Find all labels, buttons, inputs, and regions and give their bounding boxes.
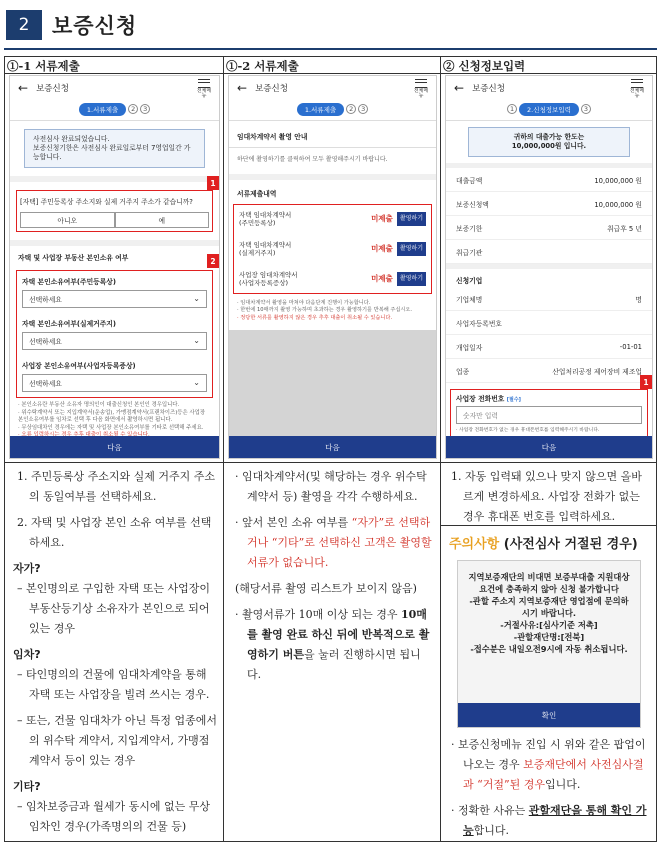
info-label: 보증기한 <box>456 224 483 233</box>
business-phone-note: · 사업장 전화번호가 없는 경우 휴대폰번호를 입력해주시기 바랍니다. <box>456 428 600 433</box>
back-arrow-icon[interactable]: ← <box>454 81 465 95</box>
required-tag: [필수] <box>506 397 521 403</box>
lease-description-2: – 또는, 건물 임대차가 아닌 특정 업종에서의 위수탁 계약서, 지입계약서, 가맹점계약서 등이 있는 경우 <box>17 714 217 767</box>
step-active: 1.서류제출 <box>79 103 126 116</box>
business-phone-input[interactable]: 숫자만 입력 <box>456 406 642 424</box>
column-divider <box>223 57 224 841</box>
info-label: 대출금액 <box>456 176 483 185</box>
row-divider <box>5 462 656 463</box>
business-ownership-select[interactable]: 선택하세요 ⌄ <box>22 374 207 392</box>
popup-message: 지역보증재단의 비대면 보증부대출 지원대상 요건에 충족하지 않아 신청 불가합니다 -관할 주소지 지역보증재단 영업점에 문의하시기 바랍니다. -거절사유:[심사기준 저촉] -관할재단명:[전북] -접수분은 내일오전9시에 자동 취소됩니다. <box>468 572 630 654</box>
chevron-down-icon: ⌄ <box>193 294 200 303</box>
step-1: 1 <box>507 104 517 114</box>
rejection-popup <box>457 560 641 728</box>
document-status: 미제출 <box>371 213 393 223</box>
ownership-section-title: 자택 및 사업장 부동산 본인소유 여부 <box>18 254 129 262</box>
info-label: 보증신청액 <box>456 200 489 209</box>
badge-1: 1 <box>207 176 219 190</box>
chevron-down-icon: ⌄ <box>193 336 200 345</box>
business-phone-field <box>450 377 649 437</box>
next-button[interactable]: 다음 <box>10 436 219 458</box>
phone-screen-document-submit-1 <box>9 75 220 459</box>
address-question <box>16 178 216 232</box>
column-3-instructions <box>447 467 651 533</box>
document-name: 자택 임대차계약서 (주민등록상) <box>239 210 292 227</box>
highlight-box <box>233 204 432 294</box>
info-value: 10,000,000 원 <box>594 200 642 209</box>
info-value: -01-01 <box>619 342 642 351</box>
info-value: 명 <box>635 295 642 304</box>
app-header <box>229 76 436 100</box>
info-row <box>446 240 652 264</box>
info-label: 개업일자 <box>456 343 483 352</box>
highlight-box-1 <box>16 190 213 232</box>
column-2-instructions <box>231 467 434 691</box>
capture-button[interactable]: 촬영하기 <box>397 212 426 226</box>
section-header <box>4 4 657 46</box>
title-divider <box>4 48 657 50</box>
back-arrow-icon[interactable]: ← <box>237 81 248 95</box>
warning-note: · 정당한 서류를 촬영하지 않은 경우 추후 대출이 취소될 수 있습니다. <box>237 314 393 321</box>
other-description: – 임차보증금과 월세가 동시에 없는 무상임차인 경우(가족명의의 건물 등) <box>17 800 210 833</box>
info-label: 기업체명 <box>456 295 483 304</box>
business-ownership-label: 사업장 본인소유여부(사업자등록증상) <box>22 362 136 370</box>
business-phone-label: 사업장 전화번호 <box>456 395 505 403</box>
empty-area <box>229 330 436 438</box>
info-row <box>446 168 652 192</box>
info-row <box>446 192 652 216</box>
other-heading: 기타? <box>13 780 41 793</box>
app-header <box>446 76 652 100</box>
instruction-capture: · 임대차계약서(및 해당하는 경우 위수탁계약서 등) 촬영을 각각 수행하세요. <box>235 470 427 503</box>
badge-1: 1 <box>640 375 652 389</box>
lease-heading: 임차? <box>13 648 41 661</box>
popup-confirm-button[interactable]: 확인 <box>458 703 640 727</box>
step-active: 2.신청정보입력 <box>519 103 579 116</box>
step-3: 3 <box>140 104 150 114</box>
loan-limit-box: 귀하의 대출가능 한도는 10,000,000원 입니다. <box>468 127 630 157</box>
chevron-down-icon: ⌄ <box>193 378 200 387</box>
document-list <box>233 204 432 294</box>
step-indicator <box>10 100 219 118</box>
notice-title: 주의사항 (사전심사 거절된 경우) <box>449 537 638 552</box>
info-value: 산업처리공정 제어장비 제조업 <box>552 367 642 376</box>
home-ownership-actual-select[interactable]: 선택하세요 ⌄ <box>22 332 207 350</box>
step-3: 3 <box>358 104 368 114</box>
rejection-explanation: · 보증신청메뉴 진입 시 위와 같은 팝업이 나오는 경우 보증재단에서 사전심사결과 “거절”된 경우입니다. <box>451 738 646 791</box>
column-1-instructions <box>13 467 217 843</box>
capture-button[interactable]: 촬영하기 <box>397 272 426 286</box>
document-name: 사업장 임대차계약서 (사업자등록증상) <box>239 270 298 287</box>
note-item: · 임대차계약서 촬영을 마쳐야 다음단계 진행이 가능합니다. <box>237 299 371 306</box>
step-indicator <box>446 100 652 118</box>
info-row <box>446 359 652 383</box>
instruction-note: (해당서류 촬영 리스트가 보이지 않음) <box>235 582 417 595</box>
address-question-text: [자택] 주민등록상 주소지와 실제 거주지 주소가 같습니까? <box>20 198 193 206</box>
answer-no-button[interactable]: 아니오 <box>20 212 115 228</box>
answer-yes-button[interactable]: 예 <box>115 212 210 228</box>
instruction-2: 2. 자택 및 사업장 본인 소유 여부를 선택하세요. <box>17 516 212 549</box>
menu-icon[interactable]: 전체메뉴 <box>412 79 430 99</box>
info-value: 10,000,000 원 <box>594 176 642 185</box>
next-button[interactable]: 다음 <box>446 436 652 458</box>
note-item: · 무상임대차인 경우에는 자택 및 사업장 본인소유여부를 기타로 선택해 주세요. <box>18 424 204 431</box>
instruction-repeat: · 촬영서류가 10매 이상 되는 경우 10매를 촬영 완료 하신 뒤에 반복적으로 촬영하기 버튼을 눌러 진행하시면 됩니다. <box>235 608 430 681</box>
back-arrow-icon[interactable]: ← <box>18 81 29 95</box>
guide-table <box>4 56 657 842</box>
home-ownership-resident-select[interactable]: 선택하세요 ⌄ <box>22 290 207 308</box>
instruction-phone: 1. 자동 입력돼 있으나 맞지 않으면 올바르게 변경하세요. 사업장 전화가 없는 경우 휴대폰 번호를 입력하세요. <box>451 470 642 523</box>
phone-screen-application-info <box>445 75 653 459</box>
column-3-notes <box>447 735 651 846</box>
info-row <box>446 335 652 359</box>
owned-description: – 본인명의로 구입한 자택 또는 사업장이 부동산등기상 소유자가 본인으로 되어 있는 경우 <box>17 582 210 635</box>
info-label: 업종 <box>456 367 470 376</box>
info-label: 사업자등록번호 <box>456 319 502 328</box>
home-ownership-actual-label: 자택 본인소유여부(실제거주지) <box>22 320 116 328</box>
badge-2: 2 <box>207 254 219 268</box>
note-item: · 한번에 10매까지 촬영 가능하며 초과하는 경우 촬영하기를 반복해 주십시오. <box>237 307 413 314</box>
info-box: 사전심사 완료되었습니다. 보증신청기한은 사전심사 완료일로부터 7영업일간 가능합니다. <box>24 129 205 168</box>
company-section-title: 신청기업 <box>456 277 483 285</box>
note-item: · 위수탁계약서 또는 지입계약서(운송업), 가맹점계약서(프랜차이즈)등은 사업장 본인소유여부를 임차로 선택 후 다음 화면에서 촬영하시면 됩니다. <box>18 409 206 424</box>
app-title: 보증신청 <box>36 84 69 94</box>
app-header <box>10 76 219 100</box>
menu-icon[interactable]: 전체메뉴 <box>628 79 646 99</box>
guide-title: 임대차계약서 촬영 안내 <box>237 133 308 141</box>
document-name: 자택 임대차계약서 (실제거주지) <box>239 240 292 257</box>
column-divider <box>440 57 441 841</box>
info-row <box>446 311 652 335</box>
document-status: 미제출 <box>371 243 393 253</box>
document-status: 미제출 <box>371 273 393 283</box>
instruction-1: 1. 주민등록상 주소지와 실제 거주지 주소의 동일여부를 선택하세요. <box>17 470 215 503</box>
info-row <box>446 216 652 240</box>
info-row <box>446 287 652 311</box>
note-item: · 본인소유란 부동산 소유자 명의인이 대출신청인 본인인 경우입니다. <box>18 402 180 408</box>
document <box>4 4 657 842</box>
column-header-2: ①-2 서류제출 <box>226 59 299 73</box>
reason-check: · 정확한 사유는 관할재단을 통해 확인 가능합니다. <box>451 804 647 837</box>
lease-description-1: – 타인명의의 건물에 임대차계약을 통해 자택 또는 사업장을 빌려 쓰시는 경우. <box>17 668 210 701</box>
column-header-3: ② 신청정보입력 <box>443 59 526 73</box>
app-title: 보증신청 <box>255 84 288 94</box>
column-header-1: ①-1 서류제출 <box>7 59 80 73</box>
instruction-owner: · 앞서 본인 소유 여부를 “자가”로 선택하거나 “기타”로 선택하신 고객은 촬영할 서류가 없습니다. <box>235 516 432 569</box>
header-divider <box>5 73 656 74</box>
phone-screen-document-submit-2 <box>228 75 437 459</box>
step-3: 3 <box>581 104 591 114</box>
info-value: 취급후 5 년 <box>607 224 642 233</box>
step-active: 1.서류제출 <box>297 103 344 116</box>
section-title: 보증신청 <box>52 14 138 38</box>
capture-button[interactable]: 촬영하기 <box>397 242 426 256</box>
next-button[interactable]: 다음 <box>229 436 436 458</box>
menu-icon[interactable]: 전체메뉴 <box>195 79 213 99</box>
step-indicator <box>229 100 436 118</box>
home-ownership-resident-label: 자택 본인소유여부(주민등록상) <box>22 278 116 286</box>
document-list-title: 서류제출내역 <box>237 189 277 198</box>
info-label: 취급기관 <box>456 248 483 257</box>
app-title: 보증신청 <box>472 84 505 94</box>
guide-text: 하단에 촬영하기를 클릭하여 모두 촬영해주시기 바랍니다. <box>237 156 388 163</box>
step-2: 2 <box>346 104 356 114</box>
owned-heading: 자가? <box>13 562 41 575</box>
step-2: 2 <box>128 104 138 114</box>
section-number: 2 <box>6 10 42 40</box>
